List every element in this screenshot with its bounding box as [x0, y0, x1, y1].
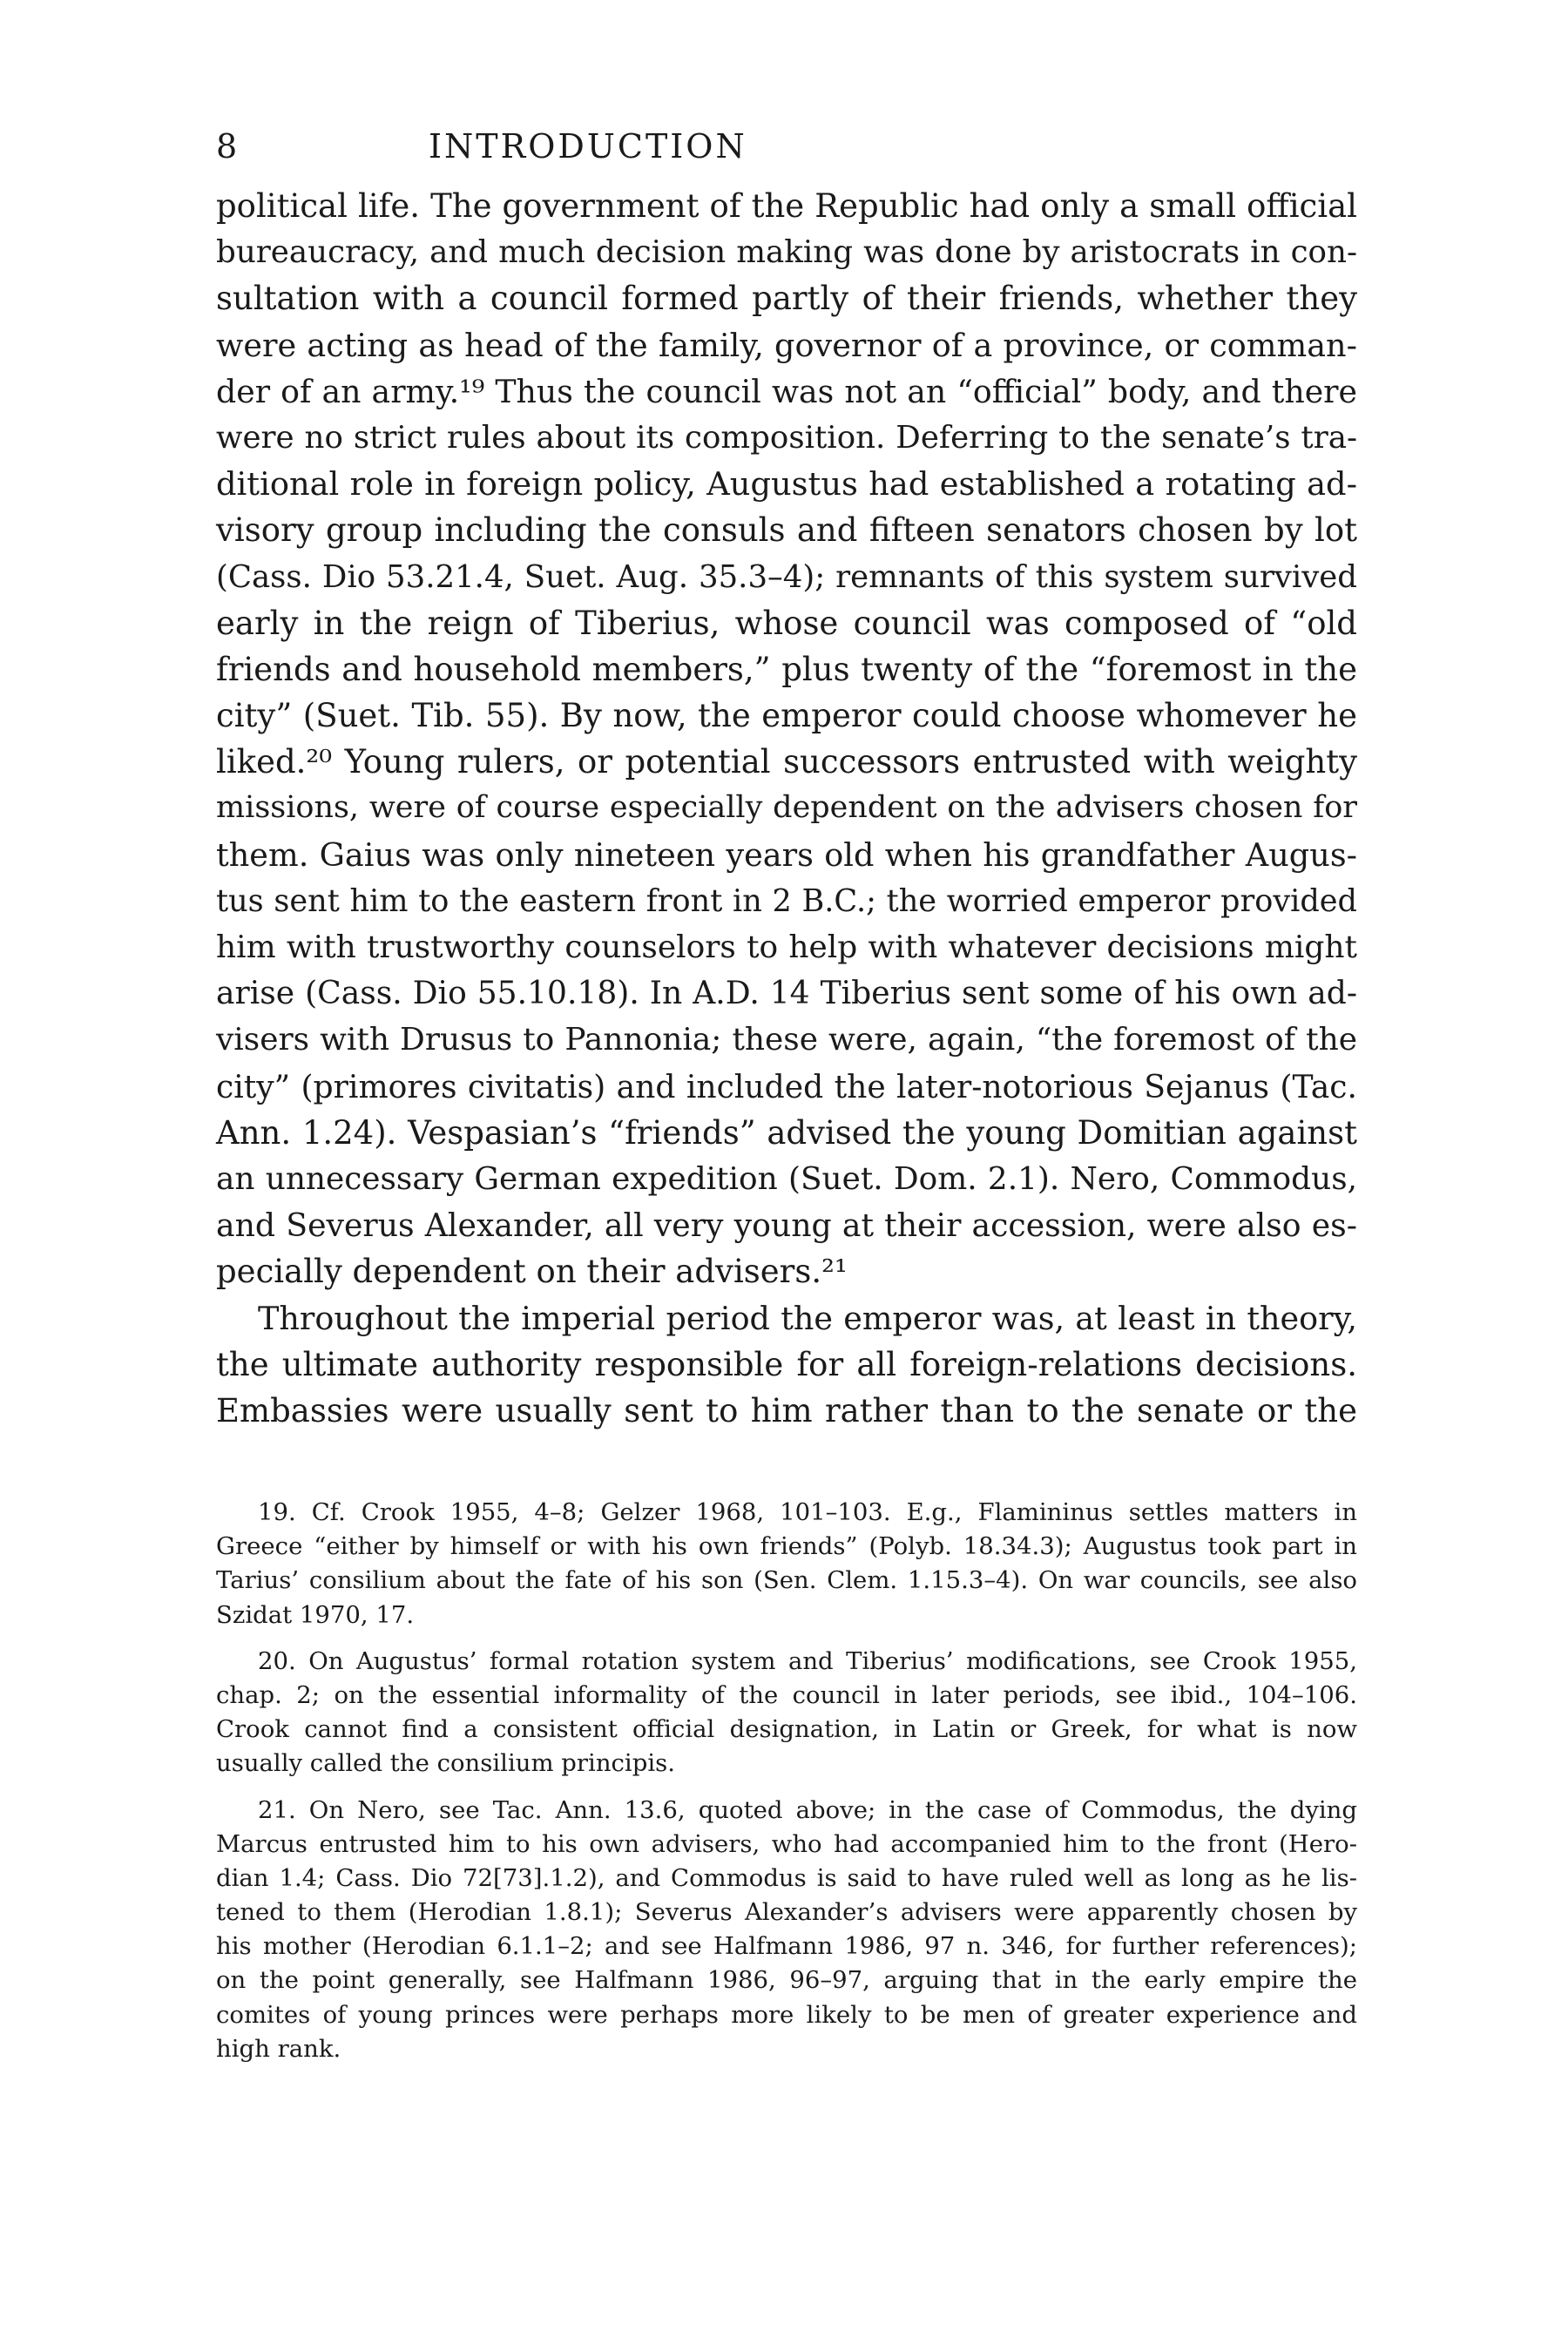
footnote-line: 19. Cf. Crook 1955, 4–8; Gelzer 1968, 101–103. E.g., Flamininus settles matters in — [258, 1498, 1357, 1526]
footnote-line: 21. On Nero, see Tac. Ann. 13.6, quoted above; in the case of Commodus, the dying — [258, 1795, 1357, 1824]
body-line: him with trustworthy counselors to help with whatever decisions might — [216, 929, 1357, 965]
body-line: ditional role in foreign policy, Augustus had established a rotating ad- — [216, 465, 1357, 504]
body-line: the ultimate authority responsible for all foreign-relations decisions. — [216, 1345, 1357, 1383]
footnote-line: Greece “either by himself or with his own friends” (Polyb. 18.34.3); Augustus took part in — [216, 1532, 1357, 1561]
body-line: political life. The government of the Republic had only a small official — [216, 187, 1357, 225]
body-line: city” (primores civitatis) and included the later-notorious Sejanus (Tac. — [216, 1067, 1357, 1105]
footnote-line: usually called the consilium principis. — [216, 1749, 675, 1778]
body-line: were acting as head of the family, governor of a province, or comman- — [216, 326, 1357, 364]
body-line: Throughout the imperial period the emperor was, at least in theory, — [258, 1299, 1357, 1337]
footnote-line: Tarius’ consilium about the fate of his son (Sen. Clem. 1.15.3–4). On war councils, see also — [216, 1566, 1357, 1595]
main-text — [216, 183, 1357, 1434]
body-line: early in the reign of Tiberius, whose council was composed of “old — [216, 604, 1357, 642]
body-line: city” (Suet. Tib. 55). By now, the emperor could choose whomever he — [216, 697, 1357, 735]
body-line: sultation with a council formed partly of their friends, whether they — [216, 280, 1357, 318]
footnote-19 — [216, 1496, 1357, 1632]
body-line: bureaucracy, and much decision making was done by aristocrats in con- — [216, 234, 1357, 271]
footnote-line: dian 1.4; Cass. Dio 72[73].1.2), and Commodus is said to have ruled well as long as he lis- — [216, 1863, 1357, 1892]
body-line: tus sent him to the eastern front in 2 B.C.; the worried emperor provided — [216, 882, 1357, 919]
footnote-line: 20. On Augustus’ formal rotation system and Tiberius’ modifications, see Crook 1955, — [258, 1646, 1357, 1675]
body-line: Embassies were usually sent to him rather than to the senate or the — [216, 1391, 1357, 1429]
footnote-line: his mother (Herodian 6.1.1–2; and see Halfmann 1986, 97 n. 346, for further references); — [216, 1932, 1357, 1961]
footnote-line: Marcus entrusted him to his own advisers, who had accompanied him to the front (Hero- — [216, 1829, 1357, 1858]
footnote-20 — [216, 1645, 1357, 1781]
body-line: visers with Drusus to Pannonia; these were, again, “the foremost of the — [216, 1022, 1357, 1058]
footnote-line: Szidat 1970, 17. — [216, 1600, 415, 1629]
page-number: 8 — [216, 127, 240, 166]
footnote-line: high rank. — [216, 2034, 341, 2063]
body-line: pecially dependent on their advisers.²¹ — [216, 1253, 848, 1291]
footnote-line: Crook cannot find a consistent official designation, in Latin or Greek, for what is now — [216, 1715, 1357, 1744]
footnote-line: on the point generally, see Halfmann 1986, 96–97, arguing that in the early empire the — [216, 1966, 1357, 1995]
body-line: (Cass. Dio 53.21.4, Suet. Aug. 35.3–4); remnants of this system survived — [216, 558, 1357, 595]
body-line: Ann. 1.24). Vespasian’s “friends” advised the young Domitian against — [216, 1113, 1357, 1152]
footnote-21 — [216, 1794, 1357, 2067]
body-line: der of an army.¹⁹ Thus the council was not an “official” body, and there — [216, 372, 1357, 410]
body-line: liked.²⁰ Young rulers, or potential successors entrusted with weighty — [216, 743, 1357, 781]
body-line: and Severus Alexander, all very young at their accession, were also es- — [216, 1206, 1357, 1245]
body-line: them. Gaius was only nineteen years old when his grandfather Augus- — [216, 835, 1357, 874]
running-title: INTRODUCTION — [429, 127, 747, 166]
footnote-line: chap. 2; on the essential informality of the council in later periods, see ibid., 104–106. — [216, 1680, 1357, 1709]
body-line: an unnecessary German expedition (Suet. Dom. 2.1). Nero, Commodus, — [216, 1160, 1357, 1197]
footnote-line: tened to them (Herodian 1.8.1); Severus Alexander’s advisers were apparently chosen by — [216, 1898, 1357, 1927]
body-line: missions, were of course especially dependent on the advisers chosen for — [216, 790, 1357, 826]
body-line: arise (Cass. Dio 55.10.18). In A.D. 14 Tiberius sent some of his own ad- — [216, 975, 1357, 1012]
body-line: visory group including the consuls and fifteen senators chosen by lot — [216, 511, 1357, 550]
body-line: friends and household members,” plus twenty of the “foremost in the — [216, 650, 1357, 688]
footnotes — [216, 1496, 1357, 2066]
body-line: were no strict rules about its composition. Deferring to the senate’s tra- — [216, 419, 1357, 456]
footnote-line: comites of young princes were perhaps more likely to be men of greater experience and — [216, 2000, 1357, 2029]
running-header — [216, 120, 1357, 172]
